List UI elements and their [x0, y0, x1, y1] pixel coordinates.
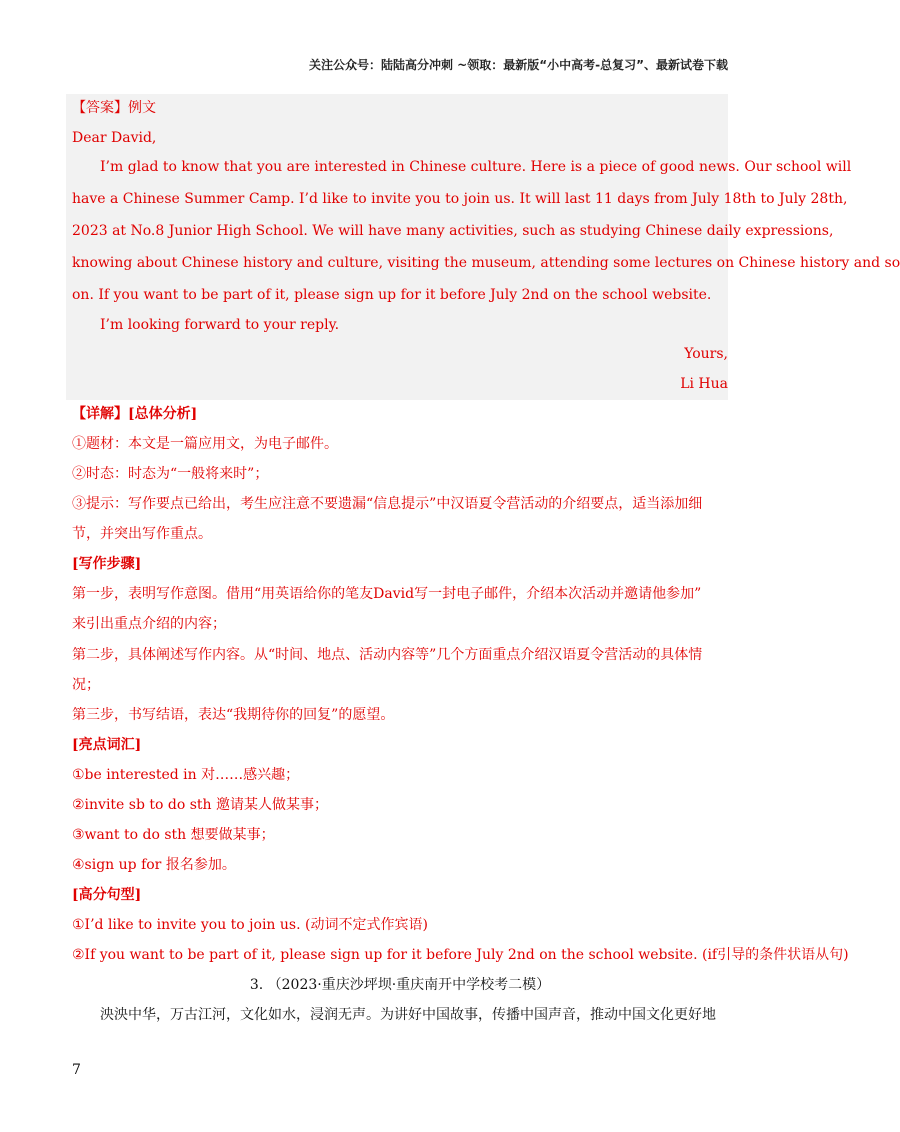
step-line: 第二步，具体阐述写作内容。从“时间、地点、活动内容等”几个方面重点介绍汉语夏令营活动的具体情 [72, 647, 703, 663]
essay-line: knowing about Chinese history and culture, visiting the museum, attending some lectures on Chinese history and so [72, 255, 900, 271]
step-line: 况； [72, 677, 100, 693]
step-line: 第一步，表明写作意图。借用“用英语给你的笔友David写一封电子邮件，介绍本次活动并邀请他参加” [72, 586, 702, 602]
vocab-item: ①be interested in 对……感兴趣； [72, 767, 300, 783]
steps-heading: [写作步骤] [72, 556, 142, 572]
signature: Li Hua [680, 376, 728, 392]
answer-tag: 【答案】例文 [72, 100, 156, 116]
question-text: 泱泱中华，万古江河，文化如水，浸润无声。为讲好中国故事，传播中国声音，推动中国文化更好地 [100, 1007, 716, 1023]
analysis-item: ②时态：时态为“一般将来时”； [72, 466, 269, 482]
step-line: 来引出重点介绍的内容； [72, 616, 226, 632]
analysis-item: ③提示：写作要点已给出，考生应注意不要遗漏“信息提示”中汉语夏令营活动的介绍要点，适当添加细 [72, 496, 703, 512]
essay-line: on. If you want to be part of it, please sign up for it before July 2nd on the school website. [72, 287, 712, 303]
vocab-item: ④sign up for 报名参加。 [72, 857, 236, 873]
essay-line: I’m looking forward to your reply. [100, 317, 340, 333]
step-line: 第三步，书写结语，表达“我期待你的回复”的愿望。 [72, 707, 395, 723]
salutation: Dear David, [72, 130, 157, 146]
sentence-item: ②If you want to be part of it, please sign up for it before July 2nd on the school website. (if引导的条件状语从句) [72, 947, 849, 963]
sentence-item: ①I’d like to invite you to join us. (动词不定式作宾语) [72, 917, 428, 933]
answer-highlight-block [66, 94, 728, 400]
vocab-heading: [亮点词汇] [72, 737, 142, 753]
sentences-heading: [高分句型] [72, 887, 142, 903]
vocab-item: ②invite sb to do sth 邀请某人做某事； [72, 797, 329, 813]
analysis-heading: 【详解】[总体分析] [72, 406, 198, 422]
essay-line: 2023 at No.8 Junior High School. We will have many activities, such as studying Chinese daily expressions, [72, 223, 834, 239]
page-header: 关注公众号：陆陆高分冲刺 ~领取：最新版“小中高考-总复习”、最新试卷下载 [309, 58, 728, 72]
essay-line: have a Chinese Summer Camp. I’d like to invite you to join us. It will last 11 days from July 18th to July 28th, [72, 191, 848, 207]
page-number: 7 [72, 1062, 81, 1078]
vocab-item: ③want to do sth 想要做某事； [72, 827, 275, 843]
question-title: 3. （2023·重庆沙坪坝·重庆南开中学校考二模） [249, 977, 551, 993]
analysis-item: 节，并突出写作重点。 [72, 526, 212, 542]
essay-line: I’m glad to know that you are interested in Chinese culture. Here is a piece of good news. Our school will [100, 159, 852, 175]
closing: Yours, [684, 346, 728, 362]
analysis-item: ①题材：本文是一篇应用文，为电子邮件。 [72, 436, 338, 452]
